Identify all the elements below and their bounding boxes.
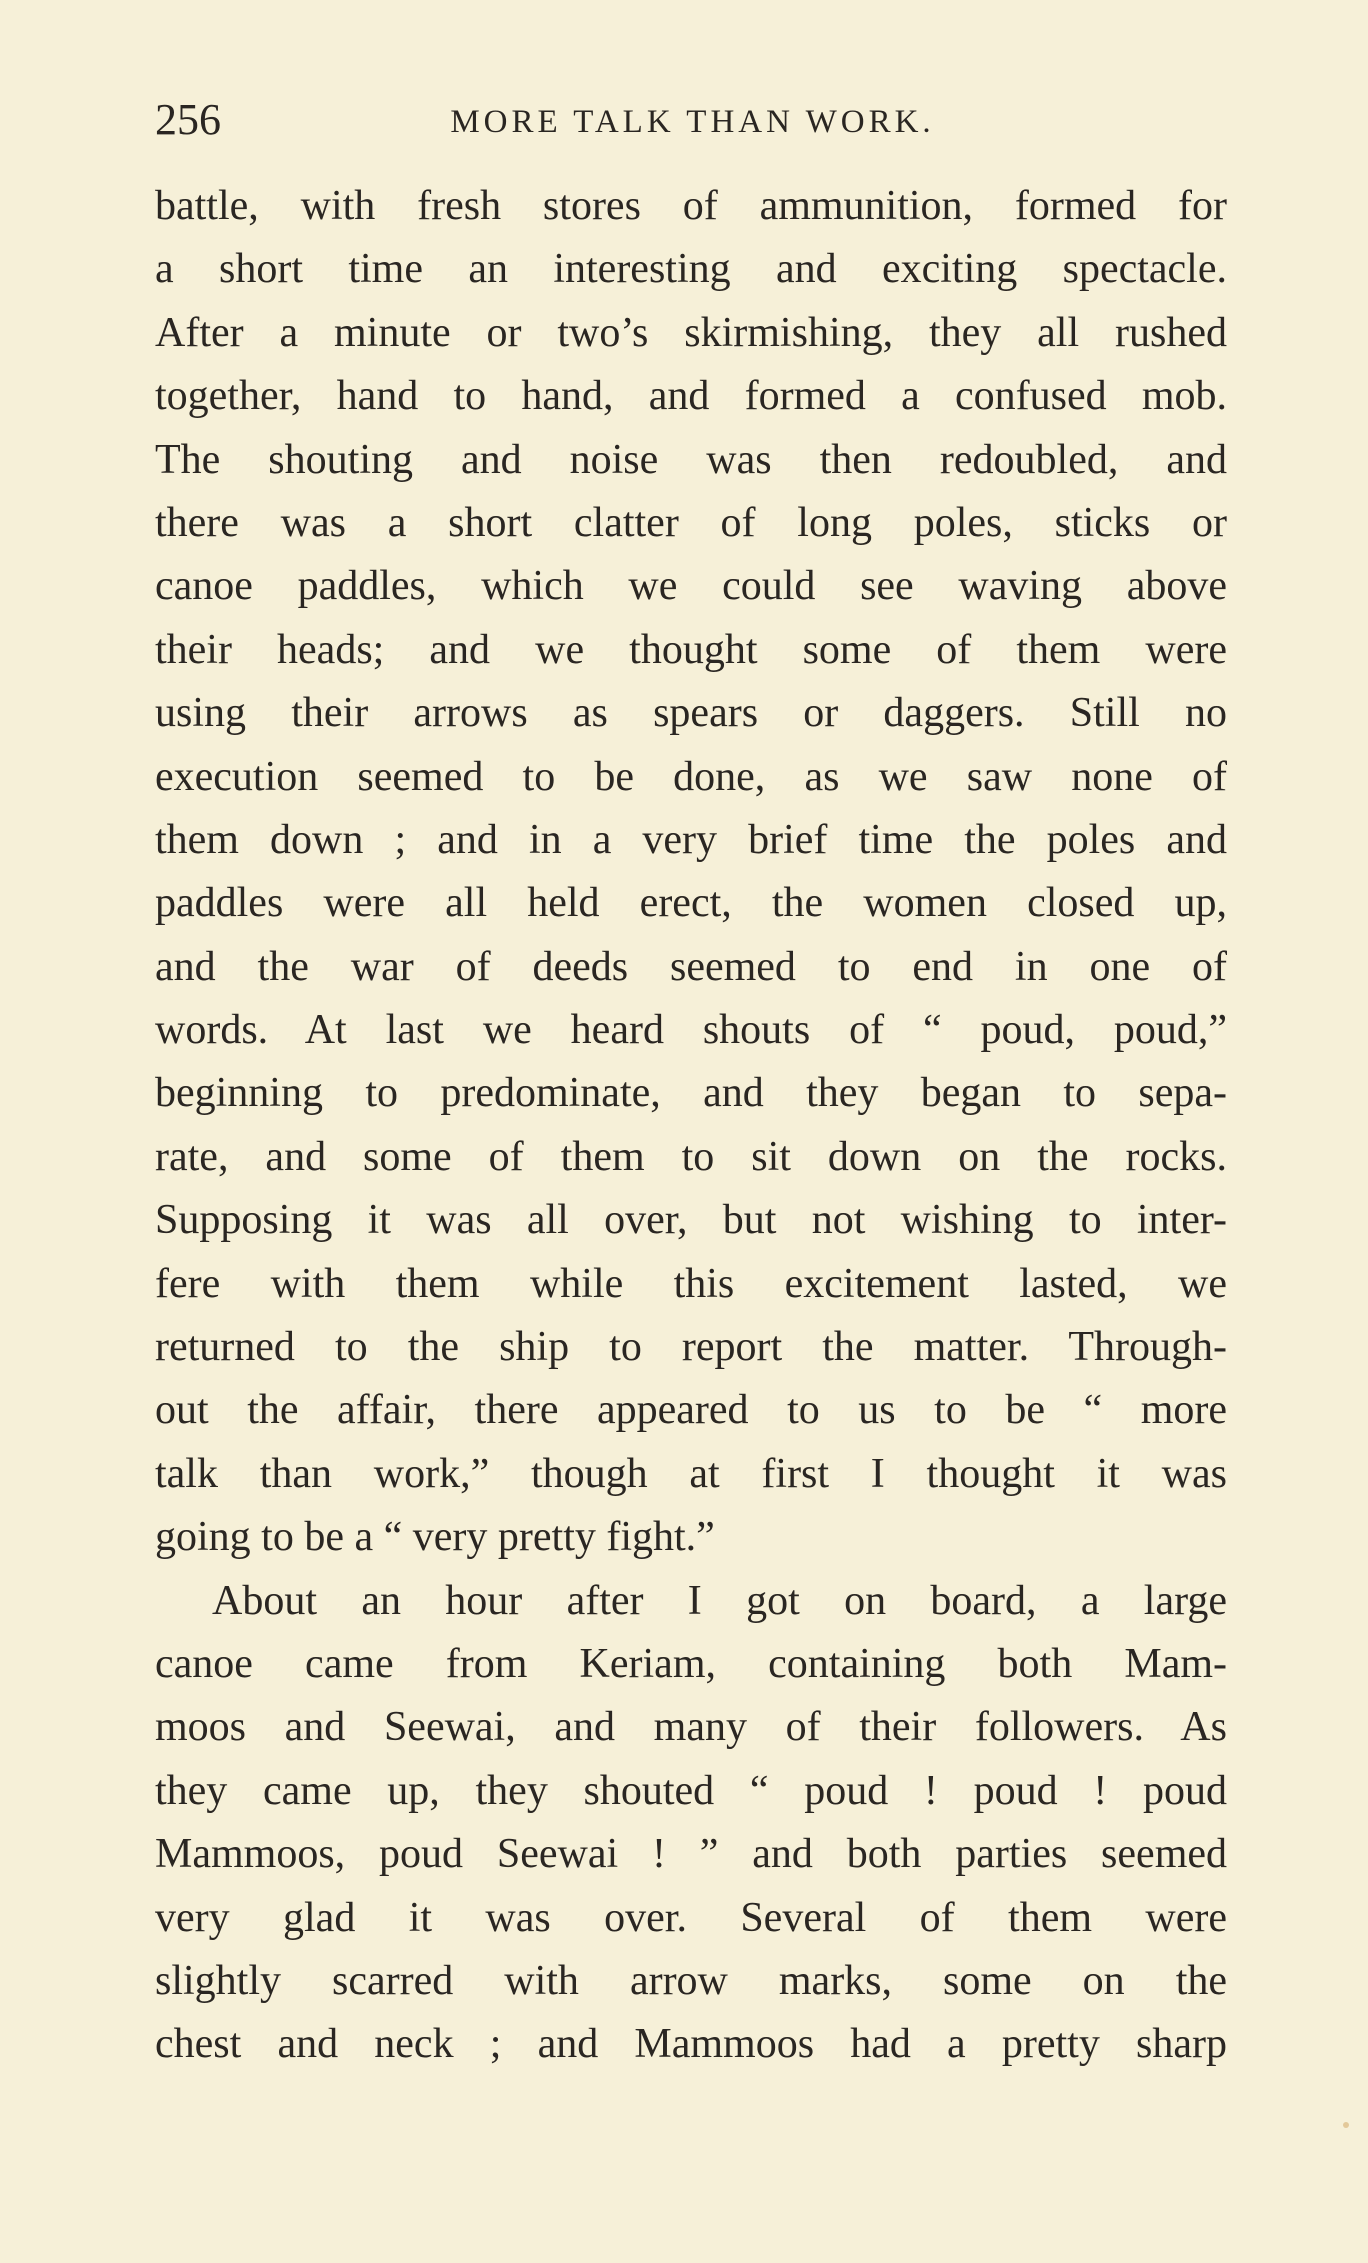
text-line: Mammoos, poud Seewai ! ” and both parties seemed: [155, 1831, 1227, 1878]
text-line: there was a short clatter of long poles, sticks or: [155, 499, 1227, 546]
text-line: their heads; and we thought some of them were: [155, 626, 1227, 673]
text-line: a short time an interesting and exciting spectacle.: [155, 246, 1227, 293]
text-line: fere with them while this excitement lasted, we: [155, 1260, 1227, 1307]
text-line: The shouting and noise was then redoubled, and: [155, 436, 1227, 483]
text-line: Supposing it was all over, but not wishing to inter-: [155, 1197, 1227, 1244]
text-line: paddles were all held erect, the women closed up,: [155, 880, 1227, 927]
text-line: rate, and some of them to sit down on the rocks.: [155, 1133, 1227, 1180]
page-header: [155, 90, 1230, 150]
text-line: very glad it was over. Several of them were: [155, 1894, 1227, 1941]
text-line: out the affair, there appeared to us to be “ more: [155, 1387, 1227, 1434]
text-line: talk than work,” though at first I thought it was: [155, 1450, 1227, 1497]
text-line: canoe paddles, which we could see waving above: [155, 563, 1227, 610]
running-title: MORE TALK THAN WORK.: [450, 104, 935, 140]
text-line: they came up, they shouted “ poud ! poud ! poud: [155, 1767, 1227, 1814]
text-line: returned to the ship to report the matter. Through-: [155, 1324, 1227, 1371]
text-line: together, hand to hand, and formed a confused mob.: [155, 373, 1227, 420]
text-line: After a minute or two’s skirmishing, they all rushed: [155, 309, 1227, 356]
body-text: [155, 175, 1227, 2077]
text-line: using their arrows as spears or daggers. Still no: [155, 690, 1227, 737]
text-line: and the war of deeds seemed to end in one of: [155, 943, 1227, 990]
text-line: chest and neck ; and Mammoos had a pretty sharp: [155, 2021, 1227, 2068]
text-line: words. At last we heard shouts of “ poud, poud,”: [155, 1007, 1227, 1054]
text-line: About an hour after I got on board, a large: [212, 1577, 1227, 1624]
text-line: beginning to predominate, and they began to sepa-: [155, 1070, 1227, 1117]
text-line: moos and Seewai, and many of their followers. As: [155, 1704, 1227, 1751]
page-number: 256: [155, 95, 221, 144]
text-line: going to be a “ very pretty fight.”: [155, 1514, 715, 1561]
text-line: canoe came from Keriam, containing both Mam-: [155, 1640, 1227, 1687]
text-line: battle, with fresh stores of ammunition, formed for: [155, 183, 1227, 229]
paper-speck: [1343, 2122, 1349, 2128]
text-line: them down ; and in a very brief time the poles and: [155, 816, 1227, 863]
text-line: execution seemed to be done, as we saw none of: [155, 753, 1227, 800]
text-line: slightly scarred with arrow marks, some on the: [155, 1957, 1227, 2004]
